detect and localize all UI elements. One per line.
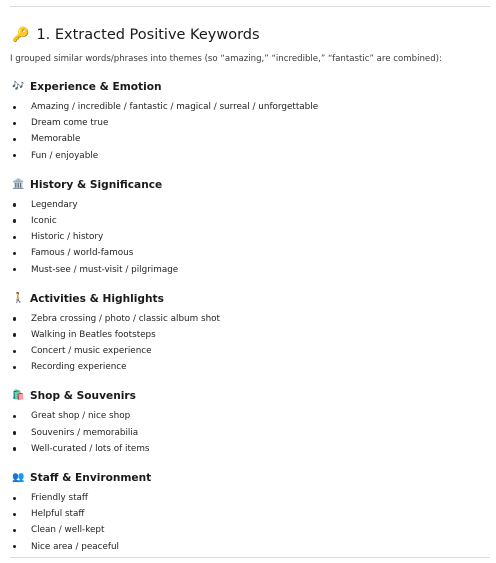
classical-building-icon: 🏛️ <box>12 178 25 190</box>
list-item: Legendary <box>10 197 490 213</box>
section-heading <box>10 79 490 95</box>
top-divider <box>10 6 490 7</box>
section-title: Shop & Souvenirs <box>30 390 136 403</box>
section-title: Experience & Emotion <box>30 81 162 93</box>
shopping-bags-icon: 🛍️ <box>12 390 25 402</box>
list-item: Amazing / incredible / fantastic / magical / surreal / unforgettable <box>10 99 490 115</box>
section-title: Activities & Highlights <box>30 292 164 305</box>
section-heading <box>10 388 490 404</box>
list-item: Zebra crossing / photo / classic album shot <box>10 311 490 327</box>
list-item: Concert / music experience <box>10 343 490 359</box>
section-heading <box>10 470 490 486</box>
keyword-list <box>10 99 490 164</box>
people-icon: 👥 <box>12 472 25 483</box>
list-item: Friendly staff <box>10 490 490 506</box>
list-item: Nice area / peaceful <box>10 539 490 555</box>
list-item: Memorable <box>10 131 490 147</box>
section-title: Staff & Environment <box>30 472 152 484</box>
list-item: Historic / history <box>10 229 490 245</box>
list-item: Famous / world-famous <box>10 245 490 261</box>
list-item: Great shop / nice shop <box>10 408 490 424</box>
section-heading <box>10 177 490 193</box>
keyword-list <box>10 311 490 376</box>
key-icon: 🔑 <box>12 27 30 43</box>
keyword-section <box>10 388 490 457</box>
keyword-section <box>10 291 490 376</box>
list-item: Well-curated / lots of items <box>10 441 490 457</box>
music-notes-icon: 🎶 <box>12 81 25 92</box>
section-heading <box>10 291 490 307</box>
list-item: Dream come true <box>10 115 490 131</box>
list-item: Clean / well-kept <box>10 522 490 538</box>
list-item: Must-see / must-visit / pilgrimage <box>10 262 490 278</box>
list-item: Recording experience <box>10 359 490 375</box>
list-item: Iconic <box>10 213 490 229</box>
page-title <box>10 22 490 48</box>
bottom-divider <box>10 557 490 558</box>
keyword-sections <box>10 79 490 555</box>
list-item: Fun / enjoyable <box>10 148 490 164</box>
list-item: Helpful staff <box>10 506 490 522</box>
intro-text: I grouped similar words/phrases into themes (so “amazing,” “incredible,” “fantastic” are combined): <box>10 54 442 64</box>
list-item: Souvenirs / memorabilia <box>10 425 490 441</box>
keyword-section <box>10 470 490 555</box>
list-item: Walking in Beatles footsteps <box>10 327 490 343</box>
section-title: History & Significance <box>30 178 163 191</box>
keyword-section <box>10 79 490 164</box>
document-body <box>10 22 490 555</box>
keyword-section <box>10 177 490 278</box>
keyword-list <box>10 197 490 278</box>
page-title-text: 1. Extracted Positive Keywords <box>36 27 260 43</box>
keyword-list <box>10 408 490 457</box>
person-walking-icon: 🚶 <box>12 292 25 304</box>
keyword-list <box>10 490 490 555</box>
